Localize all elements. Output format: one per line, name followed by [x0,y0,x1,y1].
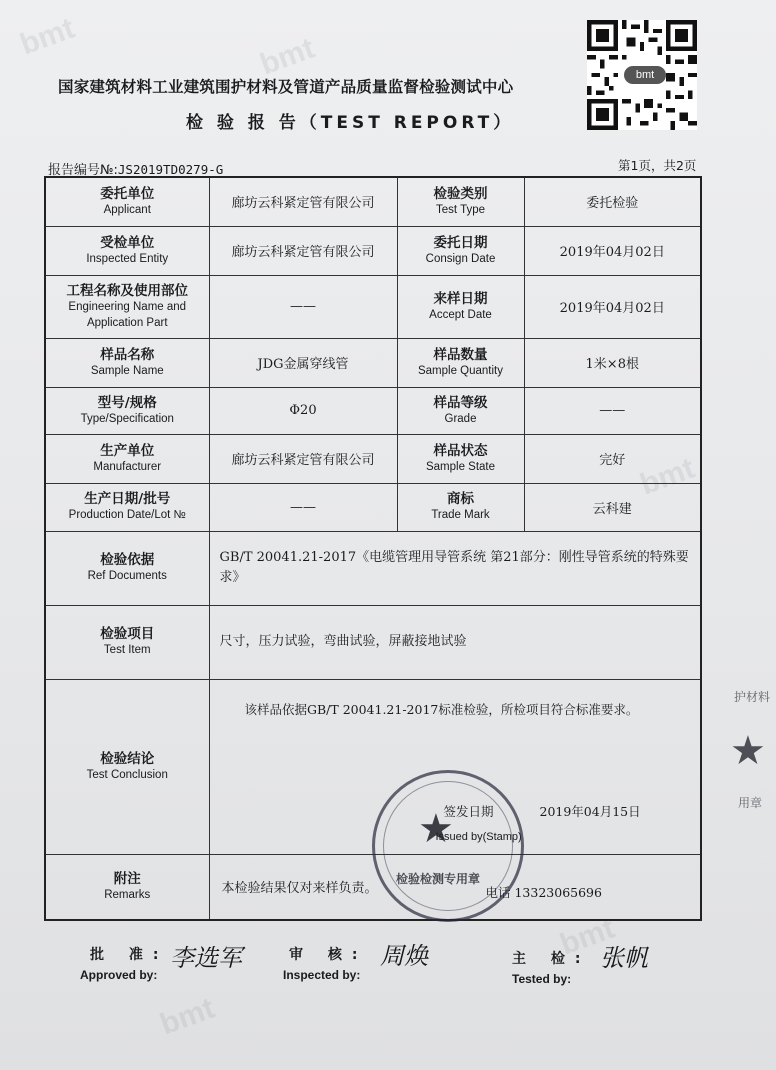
field-value [209,387,397,434]
field-label-zh: 样品数量 [433,346,488,363]
tested-signature: 张帆 [600,944,648,972]
field-value-text: Φ20 [289,403,317,418]
field-label-zh: 样品名称 [100,346,155,363]
conclusion-text: 该样品依据GB/T 20041.21-2017标准检验，所检项目符合标准要求。 [244,701,639,717]
field-value-text: —— [290,299,316,314]
field-label-en: Accept Date [429,308,492,321]
field-value [209,338,397,387]
field-label-zh: 生产单位 [100,442,155,459]
field-value [209,275,397,338]
field-label [45,275,209,338]
field-value-text: —— [290,499,316,515]
report-number-value: JS2019TD0279-G [117,162,224,177]
table-row [45,434,701,483]
field-label [397,177,524,226]
field-label [397,483,524,531]
field-label-zh: 型号/规格 [97,394,157,411]
report-number-label: 报告编号№: [48,163,118,178]
field-label-en: Sample Name [90,364,164,377]
field-label-en: Trade Mark [431,509,490,521]
field-label-en: Inspected Entity [86,252,169,265]
field-label [45,434,209,483]
field-label-zh: 样品等级 [433,394,488,411]
table-row [45,854,701,920]
watermark: bmt [555,911,619,962]
field-value-text: 廊坊云科紧定管有限公司 [231,196,375,212]
conclusion-label: 检验结论 Test Conclusion [45,679,209,854]
field-value-text: 2019年04月02日 [559,301,665,316]
field-value [524,338,701,387]
field-label [397,387,524,434]
table-row [45,605,701,679]
approved-signature: 李选军 [170,944,242,972]
edge-seal-mark: 用章 [738,796,763,810]
field-label-en: Manufacturer [93,460,162,473]
report-title: 检 验 报 告（TEST REPORT） [186,113,515,133]
field-value-text: 1米×8根 [585,357,639,372]
table-row [45,483,701,531]
tested-label: 主 检: [512,951,591,967]
field-label [397,338,524,387]
field-value [524,483,701,531]
phone-number: 电话 13323065696 [485,884,602,900]
field-value [209,177,397,226]
field-value-text: 云科建 [592,501,632,517]
watermark: bmt [155,991,219,1042]
watermark: bmt [15,11,79,62]
field-label-en: Production Date/Lot № [68,509,186,521]
tested-block [512,948,590,986]
field-label [45,483,209,531]
watermark: bmt [635,451,699,502]
org-title: 国家建筑材料工业建筑围护材料及管道产品质量监督检验测试中心 [58,78,514,96]
ref-docs-value: GB/T 20041.21-2017《电缆管理用导管系统 第21部分：刚性导管系统的特殊要求》 [209,531,701,605]
field-value-text: 完好 [599,453,626,468]
approved-label-en: Approved by: [80,968,158,982]
field-label-en: Applicant [103,203,151,216]
remarks-value: 本检验结果仅对来样负责。 [221,881,378,897]
field-label [45,387,209,434]
field-label-zh: 来样日期 [433,290,488,307]
field-value [524,177,701,226]
field-value [209,434,397,483]
table-row [45,226,701,275]
test-item-value: 尺寸，压力试验，弯曲试验，屏蔽接地试验 [209,605,701,679]
signature-row [0,944,776,1004]
inspected-label-en: Inspected by: [283,968,361,982]
table-row [45,531,701,605]
stamp-star-icon: ★ [418,806,454,852]
edge-seal-star-icon: ★ [730,728,766,774]
table-row [45,387,701,434]
issue-label: 签发日期 [443,803,494,819]
field-label-zh: 委托单位 [100,185,155,202]
tested-label-en: Tested by: [512,972,572,986]
field-label [397,275,524,338]
table-row [45,275,701,338]
table-row [45,338,701,387]
field-label-en: Sample State [425,460,496,473]
field-value [524,434,701,483]
field-label-zh: 生产日期/批号 [84,491,171,507]
field-value [209,226,397,275]
field-value-text: 廊坊云科紧定管有限公司 [231,245,375,260]
table-row [45,177,701,226]
report-table [44,176,702,921]
field-label [45,338,209,387]
issue-label-en: Issued by(Stamp) [435,830,522,843]
inspected-label: 审 核: [289,947,368,963]
field-label-en: Engineering Name and Application Part [68,300,187,329]
edge-seal-mark: 护材料 [734,690,771,704]
stamp-text: 检验检测专用章 [396,872,481,886]
inspected-signature: 周焕 [380,942,428,970]
approved-label: 批 准: [90,947,169,963]
field-value [524,275,701,338]
field-label [45,226,209,275]
field-label-zh: 工程名称及使用部位 [66,282,188,299]
field-label-zh: 检验类别 [433,185,488,202]
field-value [209,483,397,531]
field-label-zh: 商标 [447,491,474,507]
field-value-text: 2019年04月02日 [559,245,665,260]
approved-block [80,944,168,982]
field-label-zh: 样品状态 [433,442,488,459]
watermark: bmt [255,31,319,82]
field-value [524,387,701,434]
field-label [45,177,209,226]
field-label [397,434,524,483]
remarks-label: 附注 Remarks [45,854,209,920]
field-value-text: 委托检验 [586,196,639,212]
field-value [524,226,701,275]
inspected-block [283,944,367,982]
field-label-en: Type/Specification [80,412,174,425]
field-label-en: Grade [444,412,477,425]
test-item-label: 检验项目 Test Item [45,605,209,679]
field-label [397,226,524,275]
field-label-en: Test Type [435,203,485,216]
field-label-en: Consign Date [425,252,496,265]
field-value-text: —— [599,403,626,418]
qr-logo: bmt [624,66,666,84]
field-value-text: 廊坊云科紧定管有限公司 [231,453,375,468]
ref-docs-label: 检验依据 Ref Documents [45,531,209,605]
field-value-text: JDG金属穿线管 [257,357,349,372]
field-label-zh: 委托日期 [433,234,488,251]
field-label-zh: 受检单位 [100,234,155,251]
issue-date: 2019年04月15日 [539,803,641,819]
edge-seal [728,680,776,840]
field-label-en: Sample Quantity [417,364,503,377]
page-info: 第1页，共2页 [618,158,697,173]
